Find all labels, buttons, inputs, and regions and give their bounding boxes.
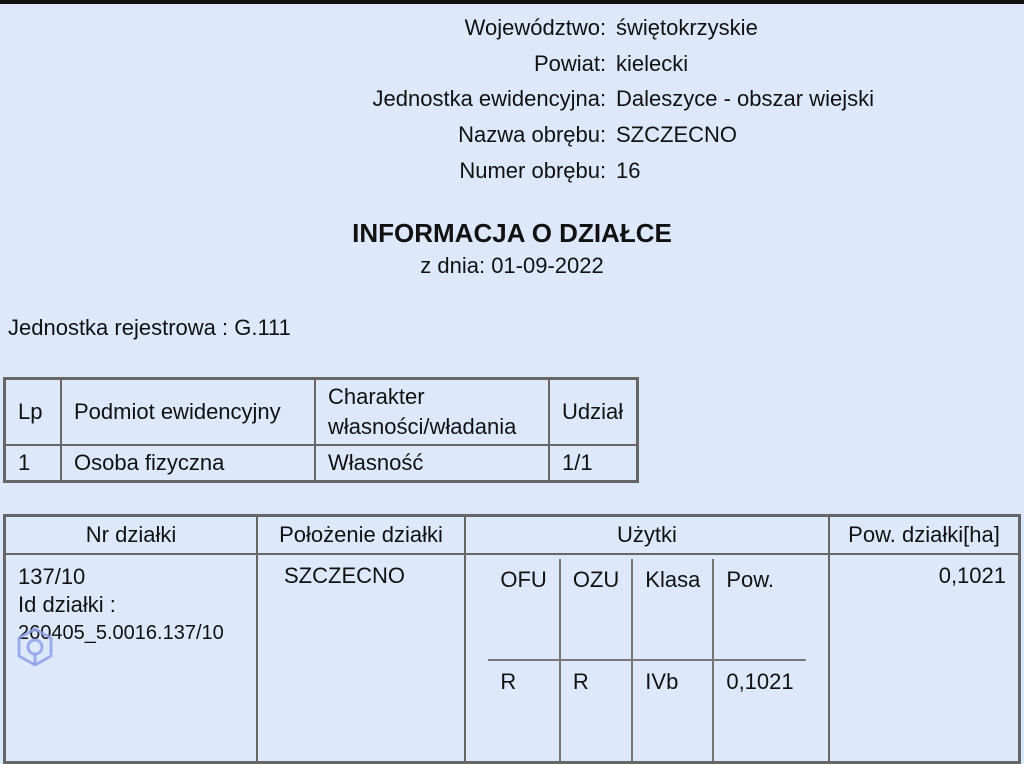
- header-separator: :: [600, 158, 607, 183]
- land-use-cell: [465, 554, 829, 763]
- document-date: z dnia: 01-09-2022: [420, 253, 604, 278]
- top-border: [0, 0, 1024, 4]
- land-use-row: [488, 660, 805, 761]
- header-value: świętokrzyskie: [616, 15, 758, 40]
- jednostka-rejestrowa: Jednostka rejestrowa : G.111: [8, 315, 291, 340]
- header-numer-obrebu: [0, 156, 1024, 186]
- parcel-number: 137/10: [18, 564, 86, 589]
- parcel-location: SZCZECNO: [257, 554, 465, 763]
- header-cell: Lp: [5, 379, 62, 446]
- header-separator: :: [600, 122, 607, 147]
- land-use-header: OFU: [488, 559, 559, 660]
- header-jednostka: [0, 84, 1024, 114]
- header-cell: Pow. działki[ha]: [829, 516, 1020, 555]
- header-value: kielecki: [616, 51, 689, 76]
- header-label: Powiat: [533, 51, 600, 76]
- header-label: Nazwa obrębu: [458, 122, 600, 147]
- header-value: 16: [616, 158, 641, 183]
- header-cell: Charakter własności/władania: [315, 379, 549, 446]
- table-cell: 1/1: [549, 445, 638, 482]
- geoportal-logo-icon: [14, 626, 56, 668]
- header-cell: Nr działki: [5, 516, 258, 555]
- table-cell: Własność: [315, 445, 549, 482]
- document-title: INFORMACJA O DZIAŁCE: [352, 218, 672, 248]
- owners-table: [3, 377, 639, 483]
- table-header-row: [5, 516, 1020, 555]
- land-use-header: Pow.: [713, 559, 805, 660]
- land-use-cell: IVb: [632, 660, 713, 761]
- parcel-table: [3, 514, 1021, 764]
- land-use-table: [488, 559, 805, 761]
- header-separator: :: [600, 51, 607, 76]
- parcel-id-label: Id działki :: [18, 592, 116, 617]
- parcel-id-value: 260405_5.0016.137/10: [18, 622, 224, 644]
- header-cell: Użytki: [465, 516, 829, 555]
- header-label: Jednostka ewidencyjna: [372, 86, 600, 111]
- land-use-header: OZU: [560, 559, 632, 660]
- header-label: Numer obrębu: [459, 158, 600, 183]
- header-value: SZCZECNO: [616, 122, 737, 147]
- header-value: Daleszyce - obszar wiejski: [616, 86, 874, 111]
- header-separator: :: [600, 15, 607, 40]
- table-cell: Osoba fizyczna: [61, 445, 315, 482]
- table-row: [5, 445, 638, 482]
- header-cell: Udział: [549, 379, 638, 446]
- header-label: Województwo: [464, 15, 600, 40]
- land-use-cell: R: [560, 660, 632, 761]
- table-header-row: [5, 379, 638, 446]
- land-use-header: Klasa: [632, 559, 713, 660]
- header-nazwa-obrebu: [0, 120, 1024, 150]
- land-use-cell: 0,1021: [713, 660, 805, 761]
- table-row: [5, 554, 1020, 763]
- header-cell: Podmiot ewidencyjny: [61, 379, 315, 446]
- header-cell: Położenie działki: [257, 516, 465, 555]
- land-use-cell: R: [500, 669, 517, 694]
- header-powiat: [0, 49, 1024, 79]
- parcel-area: 0,1021: [829, 554, 1020, 763]
- header-wojewodztwo: [0, 13, 1024, 43]
- table-cell: 1: [5, 445, 62, 482]
- land-use-header-row: [488, 559, 805, 660]
- header-separator: :: [600, 86, 607, 111]
